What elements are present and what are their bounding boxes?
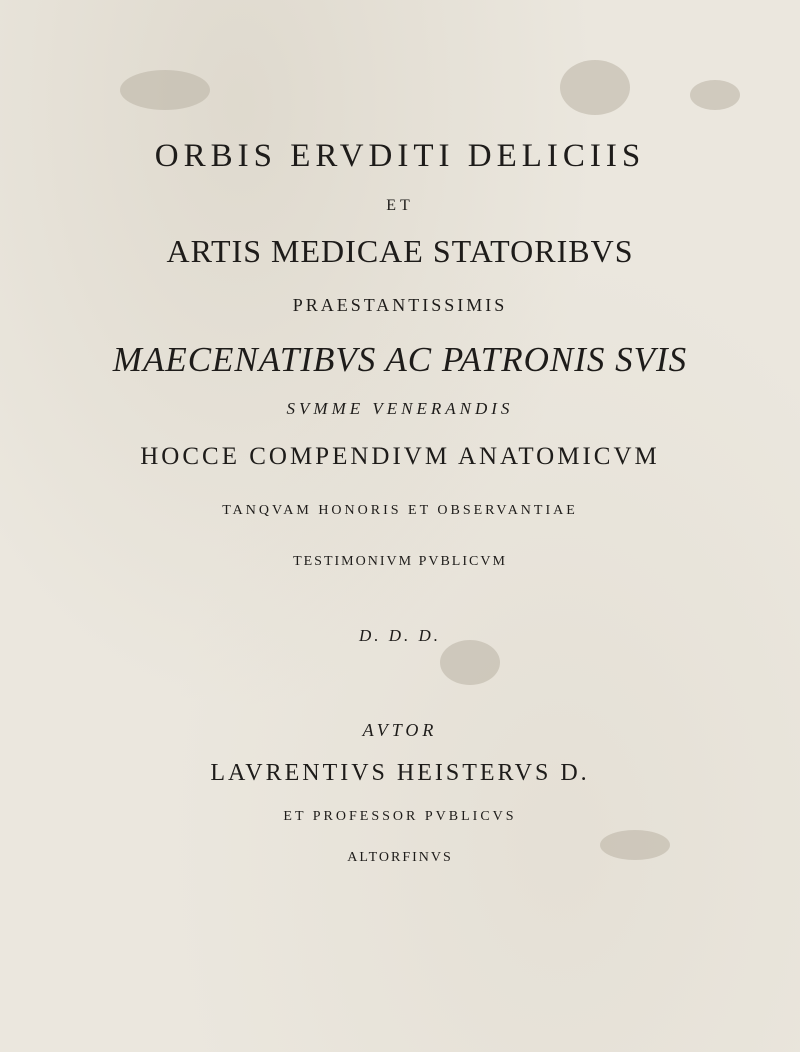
dedication-line-2: ET: [386, 197, 414, 214]
author-name: LAVRENTIVS HEISTERVS D.: [210, 760, 590, 786]
author-place: ALTORFINVS: [347, 850, 453, 865]
dedication-line-9: TESTIMONIVM PVBLICVM: [293, 554, 507, 569]
paper-stain: [690, 80, 740, 110]
paper-stain: [120, 70, 210, 110]
dedication-line-5: MAECENATIBVS AC PATRONIS SVIS: [112, 340, 688, 379]
dedication-mark: D. D. D.: [358, 626, 442, 645]
dedication-line-6: SVMME VENERANDIS: [286, 399, 514, 418]
dedication-line-7: HOCCE COMPENDIVM ANATOMICVM: [140, 443, 660, 470]
dedication-line-3: ARTIS MEDICAE STATORIBVS: [166, 233, 634, 269]
author-label: AVTOR: [362, 720, 438, 740]
dedication-line-8: TANQVAM HONORIS ET OBSERVANTIAE: [222, 503, 578, 518]
paper-stain: [560, 60, 630, 115]
dedication-line-1: ORBIS ERVDITI DELICIIS: [154, 138, 646, 174]
dedication-line-4: PRAESTANTISSIMIS: [292, 295, 508, 315]
author-title: ET PROFESSOR PVBLICVS: [283, 809, 517, 824]
paper-stain: [440, 640, 500, 685]
